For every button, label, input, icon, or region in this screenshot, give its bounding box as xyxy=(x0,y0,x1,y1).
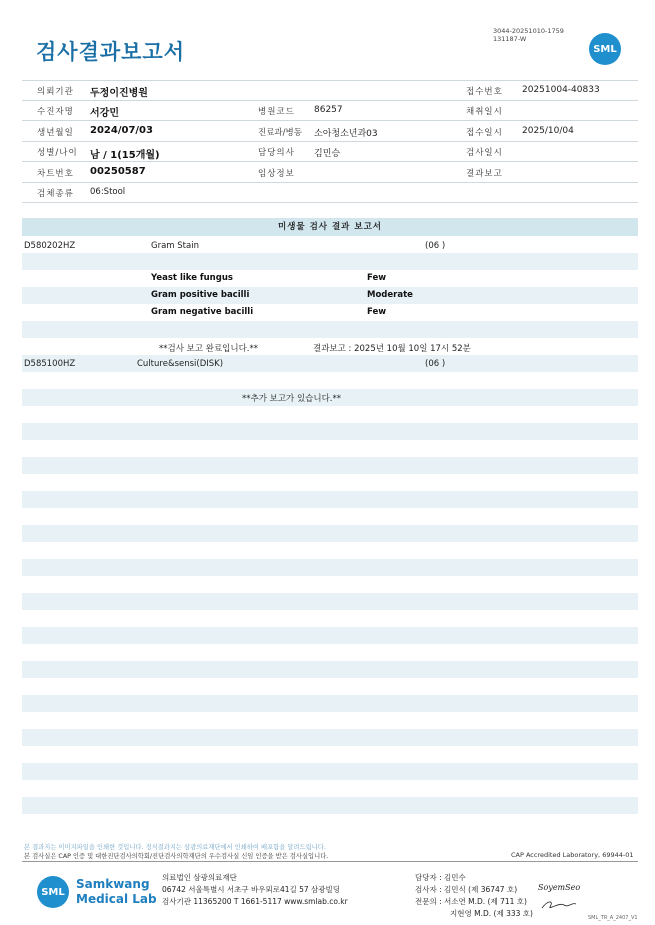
test2-name: Culture&sensi(DISK) xyxy=(137,359,224,369)
additional-report-note: **추가 보고가 있습니다.** xyxy=(242,394,342,404)
accreditation-notice: 본 검사실은 CAP 인증 및 대한진단검사의학회/진단검사의학재단의 우수검사실 신임 인증을 받은 검사실입니다. xyxy=(24,853,329,860)
footer-divider xyxy=(22,861,638,862)
test1-name: Gram Stain xyxy=(151,241,199,251)
form-code: SML_TR_A_2407_V1 xyxy=(588,915,638,921)
sex-age-value: 남 / 1(15개월) xyxy=(90,150,160,161)
chart-label: 차트번호 xyxy=(37,169,74,179)
specialist-1: 전문의 : 서소연 M.D. (제 711 호) xyxy=(415,897,527,906)
sex-age-label: 성별/나이 xyxy=(37,148,78,158)
row-band xyxy=(22,627,638,644)
specimen-value: 06:Stool xyxy=(90,187,126,197)
dept-label: 진료과/병동 xyxy=(258,128,302,138)
doctor-label: 담당의사 xyxy=(258,148,295,158)
divider xyxy=(22,161,638,162)
document-code-line2: 131187-W xyxy=(493,35,527,43)
document-code-line1: 3044-20251010-1759 xyxy=(493,27,564,35)
doctor-value: 김민승 xyxy=(314,149,341,159)
dob-label: 생년월일 xyxy=(37,128,74,138)
specimen-label: 검체종류 xyxy=(37,189,74,199)
row-band xyxy=(22,457,638,474)
dept-value: 소아청소년과03 xyxy=(314,129,378,139)
brand-name-line2: Medical Lab xyxy=(76,892,157,906)
row-band xyxy=(22,763,638,780)
receipt-no-label: 접수번호 xyxy=(466,87,503,97)
dob-value: 2024/07/03 xyxy=(90,125,153,136)
sml-logo: SML xyxy=(37,876,69,908)
row-band xyxy=(22,695,638,712)
page-title: 검사결과보고서 xyxy=(36,40,186,64)
row-band xyxy=(22,253,638,270)
result-amount: Few xyxy=(367,307,387,317)
contact-info: 검사기관 11365200 T 1661-5117 www.smlab.co.kr xyxy=(162,897,348,906)
hospital-label: 의뢰기관 xyxy=(37,87,74,97)
brand-name-line1: Samkwang xyxy=(76,877,150,891)
test2-specimen: (06 ) xyxy=(425,359,446,369)
signature-image xyxy=(538,880,588,894)
manager: 담당자 : 김민수 xyxy=(415,873,466,882)
hospital-code-value: 86257 xyxy=(314,105,343,115)
test-date-label: 검사일시 xyxy=(466,148,503,158)
divider xyxy=(22,141,638,142)
result-organism: Gram positive bacilli xyxy=(151,290,250,300)
tester: 검사자 : 김민식 (제 36747 호) xyxy=(415,885,518,894)
result-amount: Moderate xyxy=(367,290,413,300)
report-complete-note: **검사 보고 완료입니다.** xyxy=(159,344,259,354)
row-band xyxy=(22,593,638,610)
signature-stroke xyxy=(542,902,576,908)
row-band xyxy=(22,559,638,576)
row-band xyxy=(22,729,638,746)
row-band xyxy=(22,287,638,304)
divider xyxy=(22,202,638,203)
row-band xyxy=(22,661,638,678)
cap-accreditation: CAP Accredited Laboratory, 69944-01 xyxy=(511,851,634,859)
test1-code: D580202HZ xyxy=(24,241,76,251)
receipt-date-label: 접수일시 xyxy=(466,128,503,138)
patient-label: 수진자명 xyxy=(37,107,74,117)
image-notice: 본 결과지는 이미지파일을 인쇄한 것입니다. 정식결과지는 삼광의료재단에서 인쇄하여 배포함을 알려드립니다. xyxy=(24,844,326,851)
result-organism: Gram negative bacilli xyxy=(151,307,254,317)
receipt-no-value: 20251004-40833 xyxy=(522,85,600,95)
divider xyxy=(22,120,638,121)
signature-text: SoyemSeo xyxy=(538,883,581,892)
divider xyxy=(22,80,638,81)
sml-logo: SML xyxy=(589,33,621,65)
row-band xyxy=(22,355,638,372)
signature-image xyxy=(540,898,580,912)
row-band xyxy=(22,525,638,542)
row-band xyxy=(22,491,638,508)
hospital-value: 두정이진병원 xyxy=(90,88,148,99)
row-band xyxy=(22,797,638,814)
clinical-label: 임상정보 xyxy=(258,169,295,179)
patient-value: 서강민 xyxy=(90,108,119,119)
test2-code: D585100HZ xyxy=(24,359,76,369)
result-report-label: 결과보고 xyxy=(466,169,503,179)
receipt-date-value: 2025/10/04 xyxy=(522,126,574,136)
document-code xyxy=(493,27,564,43)
result-organism: Yeast like fungus xyxy=(151,273,233,283)
specialist-2: 지현영 M.D. (제 333 호) xyxy=(450,909,533,918)
result-amount: Few xyxy=(367,273,387,283)
test1-specimen: (06 ) xyxy=(425,241,446,251)
row-band xyxy=(22,423,638,440)
divider xyxy=(22,182,638,183)
chart-value: 00250587 xyxy=(90,166,146,177)
divider xyxy=(22,100,638,101)
hospital-code-label: 병원코드 xyxy=(258,107,295,117)
report-section-title: 미생물 검사 결과 보고서 xyxy=(22,218,638,236)
row-band xyxy=(22,321,638,338)
organization-name: 의료법인 삼광의료재단 xyxy=(162,873,237,882)
report-time: 결과보고 : 2025년 10월 10일 17시 52분 xyxy=(313,344,471,354)
address: 06742 서울특별시 서초구 바우뫼로41길 57 삼광빌딩 xyxy=(162,885,341,894)
collect-date-label: 채취일시 xyxy=(466,107,503,117)
